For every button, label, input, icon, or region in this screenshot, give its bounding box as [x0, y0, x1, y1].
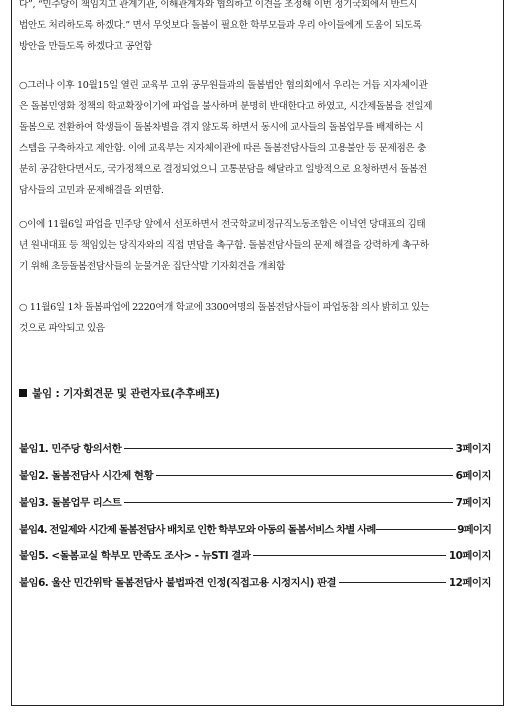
- text-line: 법안도 처리하도록 하겠다.” 면서 무엇보다 돌봄이 필요한 학부모들과 우리 아이들에게 도움이 되도록: [19, 20, 422, 31]
- attachment-item: [19, 547, 491, 563]
- text-line: 다”, “민주당이 책임지고 관계기관, 이해관계자와 협의하고 이견을 조정해 이번 정기국회에서 반드시: [19, 0, 418, 10]
- leader-line: [376, 529, 456, 530]
- attachment-label: 붙임5. <돌봄교실 학부모 만족도 조사> - 뉴STI 결과: [19, 550, 251, 562]
- attachment-label: 붙임2. 돌봄전담사 시간제 현황: [19, 470, 153, 482]
- attachment-page: 6페이지: [455, 470, 491, 482]
- attachment-page: 10페이지: [448, 550, 491, 562]
- text-line: 돌봄으로 전환하여 학생들이 돌봄차별을 겪지 않도록 하면서 동시에 교사들의 돌봄업무를 배제하는 시: [19, 122, 424, 133]
- text-line: ○ 11월6일 1차 돌봄파업에 2220여개 학교에 3300여명의 돌봄전담사들이 파업동참 의사 밝히고 있는: [19, 302, 429, 313]
- leader-line: [124, 448, 452, 449]
- leader-line: [124, 502, 452, 503]
- attachment-item: [19, 521, 491, 537]
- attachment-item: [19, 494, 491, 510]
- text-line: 년 원내대표 등 책임있는 당직자와의 직접 면담을 촉구함. 돌봄전담사들의 문제 해결을 강력하게 촉구하: [19, 240, 429, 251]
- leader-line: [253, 555, 446, 556]
- square-bullet-icon: [19, 389, 27, 397]
- paragraph-strike-participation: [19, 297, 497, 339]
- attachment-item: [19, 467, 491, 483]
- attachment-label: 붙임6. 울산 민간위탁 돌봄전담사 불법파견 인정(직접고용 시정지시) 판결: [19, 577, 337, 589]
- attachments-heading: [19, 386, 220, 401]
- text-line: 기 위해 초등돌봄전담사들의 눈물겨운 집단삭발 기자회견을 개최함: [19, 261, 285, 272]
- text-line: ○이에 11월6일 파업을 민주당 앞에서 선포하면서 전국학교비정규직노동조합은 이넉연 당대표의 김태: [19, 219, 426, 230]
- paragraph-ministry-meeting: [19, 75, 497, 201]
- paragraph-strike-declaration: [19, 214, 497, 277]
- attachment-label: 붙임3. 돌봄업무 리스트: [19, 497, 122, 509]
- attachment-page: 12페이지: [448, 577, 491, 589]
- text-line: 것으로 파악되고 있음: [19, 323, 105, 334]
- attachment-item: [19, 440, 491, 456]
- attachment-label: 붙임1. 민주당 항의서한: [19, 443, 122, 455]
- text-line: 방안을 만들도록 하겠다고 공언함: [19, 41, 152, 52]
- text-line: ○그러나 이후 10월15일 열린 교육부 고위 공무원들과의 돌봄법안 협의회에서 우리는 거듭 지자체이관: [19, 80, 428, 91]
- text-line: 분히 공감한다면서도, 국가정책으로 결정되었으니 고통분담을 해달라고 일방적으로 요청하면서 돌봄전: [19, 164, 427, 175]
- attachment-item: [19, 574, 491, 590]
- leader-line: [339, 582, 446, 583]
- paragraph-pledge: [19, 0, 497, 57]
- text-line: 담사들의 고민과 문제해결을 외면함.: [19, 185, 164, 196]
- text-line: 은 돌봄민영화 정책의 학교확장이기에 파업을 불사하며 분명히 반대한다고 하였고, 시간제돌봄을 전일제: [19, 101, 433, 112]
- text-line: 스템을 구축하자고 제안함. 이에 교육부는 지자체이관에 따른 돌봄전담사들의 고용불안 등 문제점은 충: [19, 143, 426, 154]
- attachments-heading-text: 붙임 : 기자회견문 및 관련자료(추후배포): [32, 388, 220, 400]
- attachment-label: 붙임4. 전일제와 시간제 돌봄전담사 배치로 인한 학부모와 아동의 돌봄서비스 차별 사례: [19, 524, 376, 536]
- attachment-page: 7페이지: [455, 497, 491, 509]
- attachment-page: 9페이지: [457, 524, 491, 536]
- leader-line: [156, 475, 453, 476]
- attachment-page: 3페이지: [455, 443, 491, 455]
